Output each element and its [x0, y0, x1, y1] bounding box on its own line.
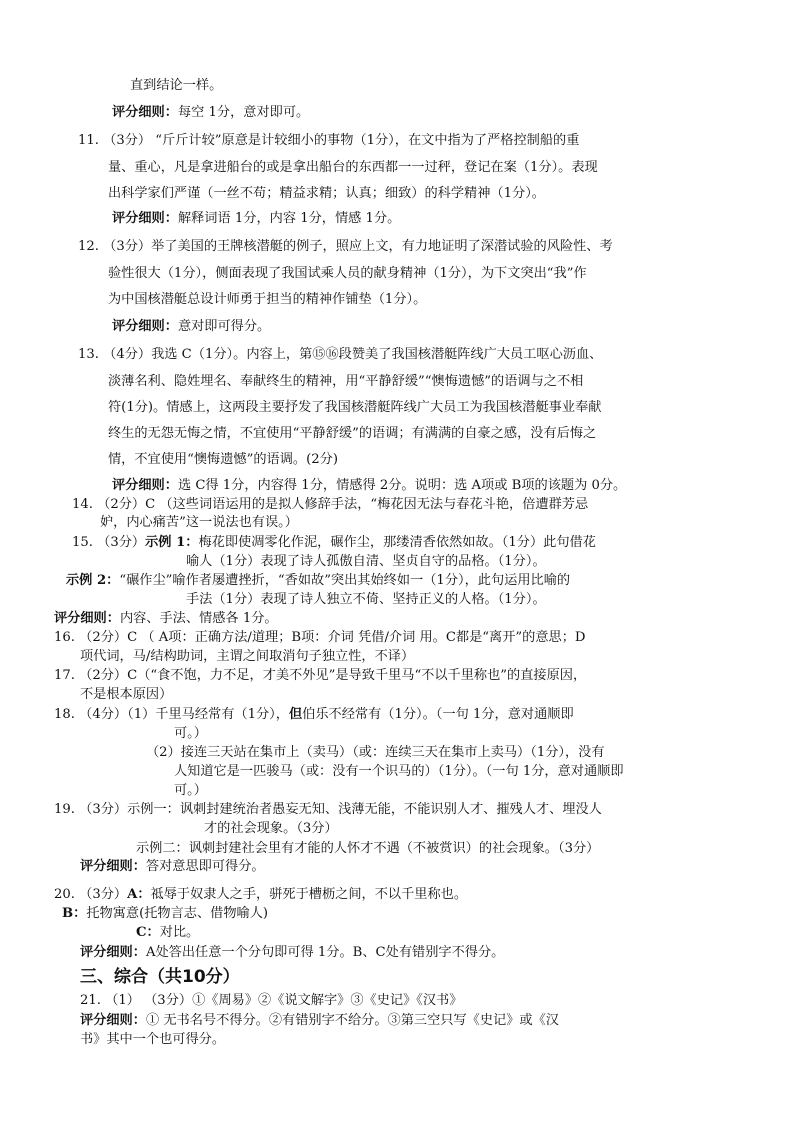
answer-16: 16. （2分）C （ A项：正确方法/道理；B项：介词 凭借/介词 用。C都是“离开”的意思；D [54, 630, 586, 645]
answer-15: 15. （3分）示例 1：梅花即使凋零化作泥，碾作尘，那缕清香依然如故。（1分）此句借花 [72, 535, 596, 550]
text-line: 项代词，马/结构助词，主谓之间取消句子独立性，不译） [80, 649, 415, 664]
text-line: 情，不宜使用“懊悔遗憾”的语调。(2分) [108, 452, 338, 467]
answer-11: 11. （3分） “斤斤计较”原意是计较细小的事物（1分），在文中指为了严格控制船的重 [78, 133, 580, 148]
answer-20: 20. （3分）A：祗辱于奴隶人之手，骈死于槽枥之间，不以千里称也。 [54, 887, 468, 902]
text-line: 不是根本原因） [80, 687, 173, 702]
scoring-rule-line: 评分细则：① 无书名号不得分。②有错别字不给分。③第三空只写《史记》或《汉 [80, 1013, 559, 1028]
text-line: 淡薄名利、隐姓埋名、奉献终生的精神，用“平静舒缓”“懊悔遗憾”的语调与之不相 [108, 374, 584, 389]
answer-14: 14. （2分）C （这些词语运用的是拟人修辞手法，“梅花因无法与春花斗艳，倍遭群芳忌 [72, 497, 589, 512]
scoring-rule-line: 评分细则：每空 1分，意对即可。 [112, 105, 310, 120]
text-line: 才的社会现象。（3分） [204, 821, 338, 836]
answer-21: 21. （1） （3分）①《周易》②《说文解字》③《史记》《汉书》 [80, 993, 463, 1008]
text-line: 终生的无怨无悔之情，不宜使用“平静舒缓”的语调；有满满的自豪之感，没有后悔之 [108, 426, 597, 441]
answer-18: 18. （4分）（1）千里马经常有（1分），但伯乐不经常有（1分）。（一句 1分，意对通顺即 [54, 707, 574, 722]
text-line: 为中国核潜艇总设计师勇于担当的精神作铺垫（1分）。 [108, 292, 427, 307]
scoring-rule-line: 评分细则：内容、手法、情感各 1分。 [54, 611, 278, 626]
text-line: 可。） [174, 783, 207, 798]
text-line: 验性很大（1分），侧面表现了我国试乘人员的献身精神（1分），为下文突出“我”作 [108, 266, 587, 281]
text-line: 妒，内心痛苦”这一说法也有误。） [100, 515, 298, 530]
scoring-rule-line: 评分细则：答对意思即可得分。 [80, 859, 265, 874]
answer-17: 17. （2分）C（“食不饱，力不足，才美不外见”是导致千里马“不以千里称也”的直接原因， [54, 668, 587, 683]
answer-20-b: B：托物寓意(托物言志、借物喻人) [62, 906, 269, 921]
answer-20-c: C：对比。 [136, 925, 200, 940]
answer-19: 19. （3分）示例一：讽刺封建统治者愚妄无知、浅薄无能，不能识别人才、摧残人才、埋没人 [54, 802, 602, 817]
text-line: 书》其中一个也可得分。 [80, 1032, 226, 1047]
text-line: 出科学家们严谨（一丝不苟；精益求精；认真；细致）的科学精神（1分）。 [108, 186, 545, 201]
text-line: 直到结论一样。 [130, 78, 223, 93]
text-line: （2）接连三天站在集市上（卖马）（或：连续三天在集市上卖马）（1分），没有 [146, 745, 605, 760]
text-line: 可。） [174, 726, 207, 741]
text-line: 手法（1分）表现了诗人独立不倚、坚持正义的人格。（1分）。 [186, 592, 546, 607]
text-line: 喻人（1分）表现了诗人孤傲自清、坚贞自守的品格。（1分）。 [186, 554, 546, 569]
text-line: 量、重心，凡是拿进船台的或是拿出船台的东西都一一过秤，登记在案（1分）。表现 [108, 160, 598, 175]
scoring-rule-line: 评分细则：A处答出任意一个分句即可得 1分。B、C处有错别字不得分。 [80, 945, 505, 960]
section-heading: 三、综合（共10分） [80, 967, 240, 987]
answer-12: 12. （3分）举了美国的王牌核潜艇的例子，照应上文，有力地证明了深潜试验的风险性、考 [78, 239, 613, 254]
scoring-rule-line: 评分细则：意对即可得分。 [112, 319, 271, 334]
text-line: 符(1分)。情感上，这两段主要抒发了我国核潜艇阵线广大员工为我国核潜艇事业奉献 [108, 400, 602, 415]
text-line: 人知道它是一匹骏马（或：没有一个识马的）（1分）。（一句 1分，意对通顺即 [174, 764, 624, 779]
text-line: 示例二：讽刺封建社会里有才能的人怀才不遇（不被赏识）的社会现象。（3分） [136, 841, 600, 856]
example-2-line: 示例 2：“碾作尘”喻作者屡遭挫折，“香如故”突出其始终如一（1分），此句运用比喻的 [66, 573, 571, 588]
answer-13: 13. （4分）我选 C（1分）。内容上，第⑮⑯段赞美了我国核潜艇阵线广大员工呕心沥血、 [78, 347, 603, 362]
scoring-rule-line: 评分细则：选 C得 1分，内容得 1分，情感得 2分。说明：选 A项或 B项的该题为 0分。 [112, 478, 627, 493]
scoring-rule-line: 评分细则：解释词语 1分，内容 1分，情感 1分。 [112, 211, 401, 226]
